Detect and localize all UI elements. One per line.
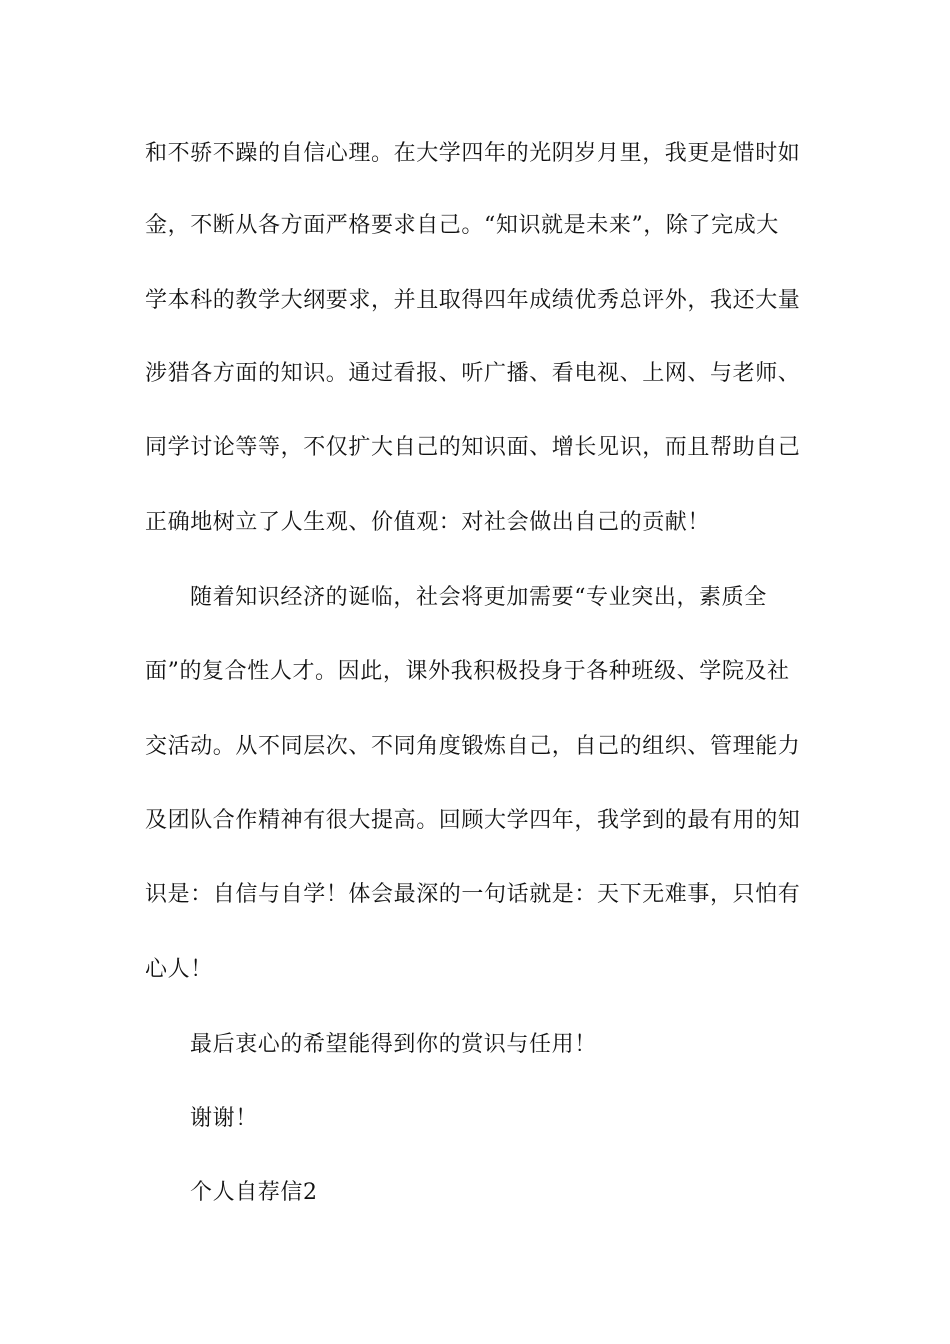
section-heading: 个人自荐信2	[190, 1180, 318, 1205]
paragraph-line: 同学讨论等等，不仅扩大自己的知识面、增长见识，而且帮助自己	[145, 435, 801, 460]
closing-line: 最后衷心的希望能得到你的赏识与任用！	[190, 1032, 597, 1057]
paragraph-line: 心人！	[145, 957, 213, 982]
paragraph-line: 和不骄不躁的自信心理。在大学四年的光阴岁月里，我更是惜时如	[145, 141, 801, 166]
paragraph-line: 正确地树立了人生观、价值观：对社会做出自己的贡献！	[145, 510, 711, 535]
paragraph-line: 学本科的教学大纲要求，并且取得四年成绩优秀总评外，我还大量	[145, 288, 801, 313]
paragraph-line: 面”的复合性人才。因此，课外我积极投身于各种班级、学院及社	[145, 659, 790, 684]
paragraph-line: 随着知识经济的诞临，社会将更加需要“专业突出，素质全	[190, 585, 767, 610]
paragraph-line: 交活动。从不同层次、不同角度锻炼自己，自己的组织、管理能力	[145, 734, 801, 759]
paragraph-line: 涉猎各方面的知识。通过看报、听广播、看电视、上网、与老师、	[145, 361, 801, 386]
paragraph-line: 识是：自信与自学！体会最深的一句话就是：天下无难事，只怕有	[145, 882, 801, 907]
thanks-line: 谢谢！	[190, 1106, 258, 1131]
paragraph-line: 金，不断从各方面严格要求自己。“知识就是未来”，除了完成大	[145, 213, 779, 238]
paragraph-line: 及团队合作精神有很大提高。回顾大学四年，我学到的最有用的知	[145, 808, 801, 833]
